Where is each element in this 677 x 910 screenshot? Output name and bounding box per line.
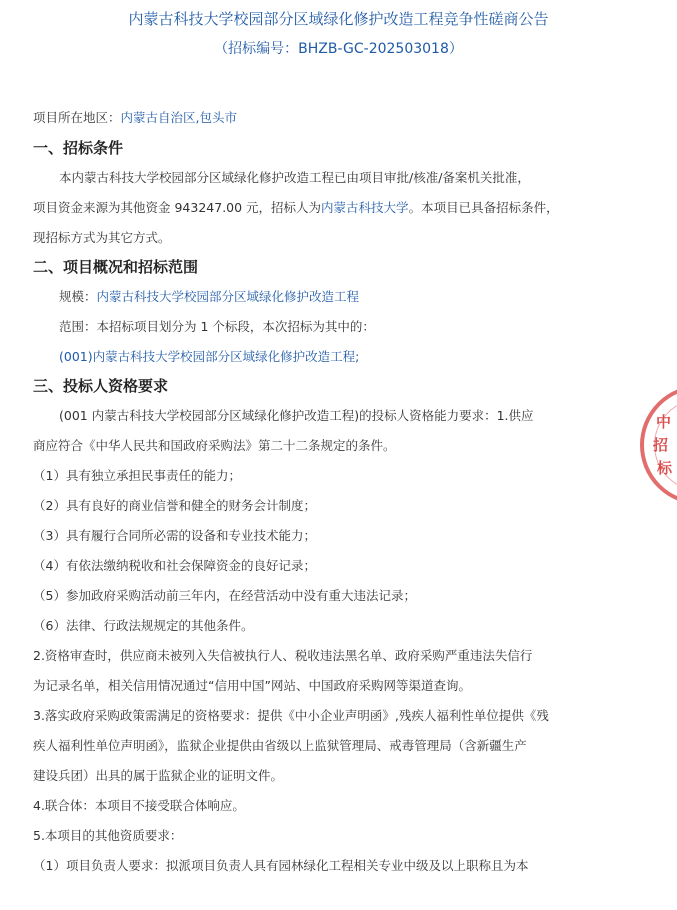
section-1-line-3: 现招标方式为其它方式。 xyxy=(33,230,171,245)
scale-label: 规模： xyxy=(59,289,97,304)
credit-check-line-2: 为记录名单，相关信用情况通过“信用中国”网站、中国政府采购网等渠道查询。 xyxy=(33,678,471,693)
policy-line-1: 3.落实政府采购政策需满足的资格要求：提供《中小企业声明函》,残疾人福利性单位提供《残 xyxy=(33,708,549,723)
condition-text: 。本项目已具备招标条件， xyxy=(408,200,559,215)
section-3-intro-1: (001 内蒙古科技大学校园部分区域绿化修护改造工程)的投标人资格能力要求：1.供应 xyxy=(59,408,534,423)
qualification-item: （6）法律、行政法规规定的其他条件。 xyxy=(33,618,254,633)
location-value: 内蒙古自治区,包头市 xyxy=(120,110,237,125)
location-label: 项目所在地区： xyxy=(33,110,121,125)
seal-char: 标 xyxy=(657,459,673,477)
section-3-heading: 三、投标人资格要求 xyxy=(33,377,169,395)
tenderer-name: 内蒙古科技大学 xyxy=(321,200,409,215)
section-1-line-2 xyxy=(33,200,559,216)
project-manager-line: （1）项目负责人要求：拟派项目负责人具有园林绿化工程相关专业中级及以上职称且为本 xyxy=(33,858,529,873)
qualification-item: （3）具有履行合同所必需的设备和专业技术能力； xyxy=(33,528,316,543)
qualification-item: （1）具有独立承担民事责任的能力； xyxy=(33,468,241,483)
qualification-item: （2）具有良好的商业信誉和健全的财务会计制度； xyxy=(33,498,316,513)
consortium-line: 4.联合体：本项目不接受联合体响应。 xyxy=(33,798,245,813)
scale-line xyxy=(59,289,359,305)
seal-char: 中 xyxy=(656,413,672,431)
other-requirements-line: 5.本项目的其他资质要求： xyxy=(33,828,183,843)
official-seal xyxy=(640,385,677,505)
policy-line-2: 疾人福利性单位声明函》，监狱企业提供由省级以上监狱管理局、戒毒管理局（含新疆生产 xyxy=(33,738,527,753)
qualification-item: （5）参加政府采购活动前三年内，在经营活动中没有重大违法记录； xyxy=(33,588,416,603)
policy-line-3: 建设兵团）出具的属于监狱企业的证明文件。 xyxy=(33,768,284,783)
section-1-heading: 一、招标条件 xyxy=(33,139,124,157)
lot-line: (001)内蒙古科技大学校园部分区域绿化修护改造工程; xyxy=(59,349,360,364)
seal-char: 招 xyxy=(653,436,669,454)
scale-value: 内蒙古科技大学校园部分区域绿化修护改造工程 xyxy=(96,289,360,304)
section-2-heading: 二、项目概况和招标范围 xyxy=(33,258,199,276)
funding-text: 项目资金来源为其他资金 943247.00 元，招标人为 xyxy=(33,200,322,215)
section-3-intro-2: 商应符合《中华人民共和国政府采购法》第二十二条规定的条件。 xyxy=(33,438,396,453)
bid-number: （招标编号：BHZB-GC-202503018） xyxy=(214,41,463,57)
credit-check-line-1: 2.资格审查时，供应商未被列入失信被执行人、税收违法黑名单、政府采购严重违法失信行 xyxy=(33,648,533,663)
notice-title: 内蒙古科技大学校园部分区域绿化修护改造工程竞争性磋商公告 xyxy=(128,10,549,28)
section-1-line-1: 本内蒙古科技大学校园部分区域绿化修护改造工程已由项目审批/核准/备案机关批准， xyxy=(59,170,530,185)
scope-line: 范围：本招标项目划分为 1 个标段，本次招标为其中的： xyxy=(59,319,375,334)
project-location xyxy=(33,110,237,126)
qualification-item: （4）有依法缴纳税收和社会保障资金的良好记录； xyxy=(33,558,316,573)
